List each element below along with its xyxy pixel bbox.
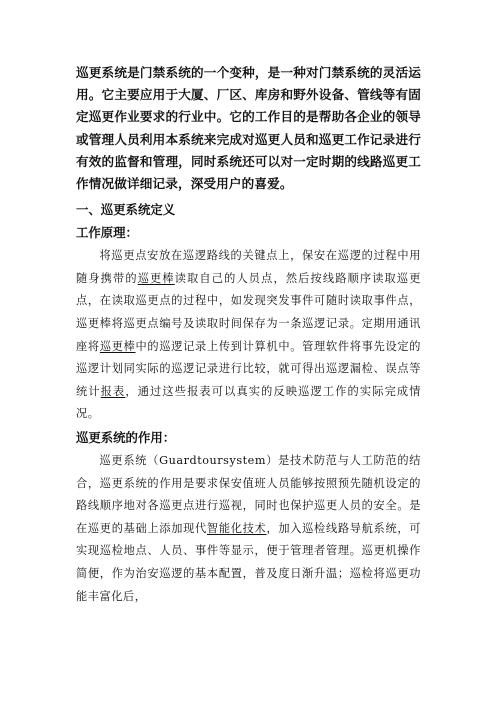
intro-paragraph: 巡更系统是门禁系统的一个变种，是一种对门禁系统的灵活运用。它主要应用于大厦、厂区、库房和野外设备、管线等有固定巡更作业要求的行业中。它的工作目的是帮助各企业的领导或管理人员利用本系统来完成对巡更人员和巡更工作记录进行有效的监督和管理，同时系统还可以对一定时期的线路巡更工作情况做详细记录，深受用户的喜爱。 [76, 65, 421, 192]
report-link[interactable]: 报表 [100, 384, 126, 398]
function-text-1: 巡更系统（Guardtoursystem）是技术防范与人工防范的结合，巡更系统的作用是要求保安值班人员能够按照预先随机设定的路线顺序地对各巡更点进行巡视，同时也保护巡更人员的安全。是在巡更的基础上添加现代 [76, 453, 421, 535]
principle-text-4: ，通过这些报表可以真实的反映巡逻工作的实际完成情况。 [76, 384, 421, 421]
subheading-working-principle: 工作原理： [76, 225, 138, 241]
subheading-function: 巡更系统的作用： [76, 429, 176, 445]
intelligent-tech-link[interactable]: 智能化技术 [206, 521, 267, 535]
principle-text-1: 将巡更点安放在巡逻路线的关键点上，保安在巡逻的过程中用随身携带的 [76, 249, 421, 285]
principle-paragraph [76, 245, 421, 426]
principle-text-3: 中的巡逻记录上传到计算机中。管理软件将事先设定的巡逻计划同实际的巡逻记录进行比较，就可得出巡逻漏检、误点等统计 [76, 339, 422, 398]
patrol-stick-link[interactable]: 巡更棒 [137, 271, 175, 285]
function-paragraph [76, 450, 421, 608]
principle-text-2: 读取自己的人员点，然后按线路顺序读取巡更点，在读取巡更点的过程中，如发现突发事件可随时读取事件点，巡更棒将巡更点编号及读取时间保存为一条巡逻记录。定期用通讯座将 [76, 271, 421, 353]
section-heading-definition: 一、巡更系统定义 [76, 202, 176, 218]
patrol-stick-link-2[interactable]: 巡更棒 [99, 339, 136, 353]
function-text-2: ，加入巡检线路导航系统，可实现巡检地点、人员、事件等显示，便于管理者管理。巡更机操作简便，作为治安巡逻的基本配置，普及度日渐升温；巡检将巡更功能丰富化后， [76, 521, 421, 603]
document-page [76, 62, 421, 608]
